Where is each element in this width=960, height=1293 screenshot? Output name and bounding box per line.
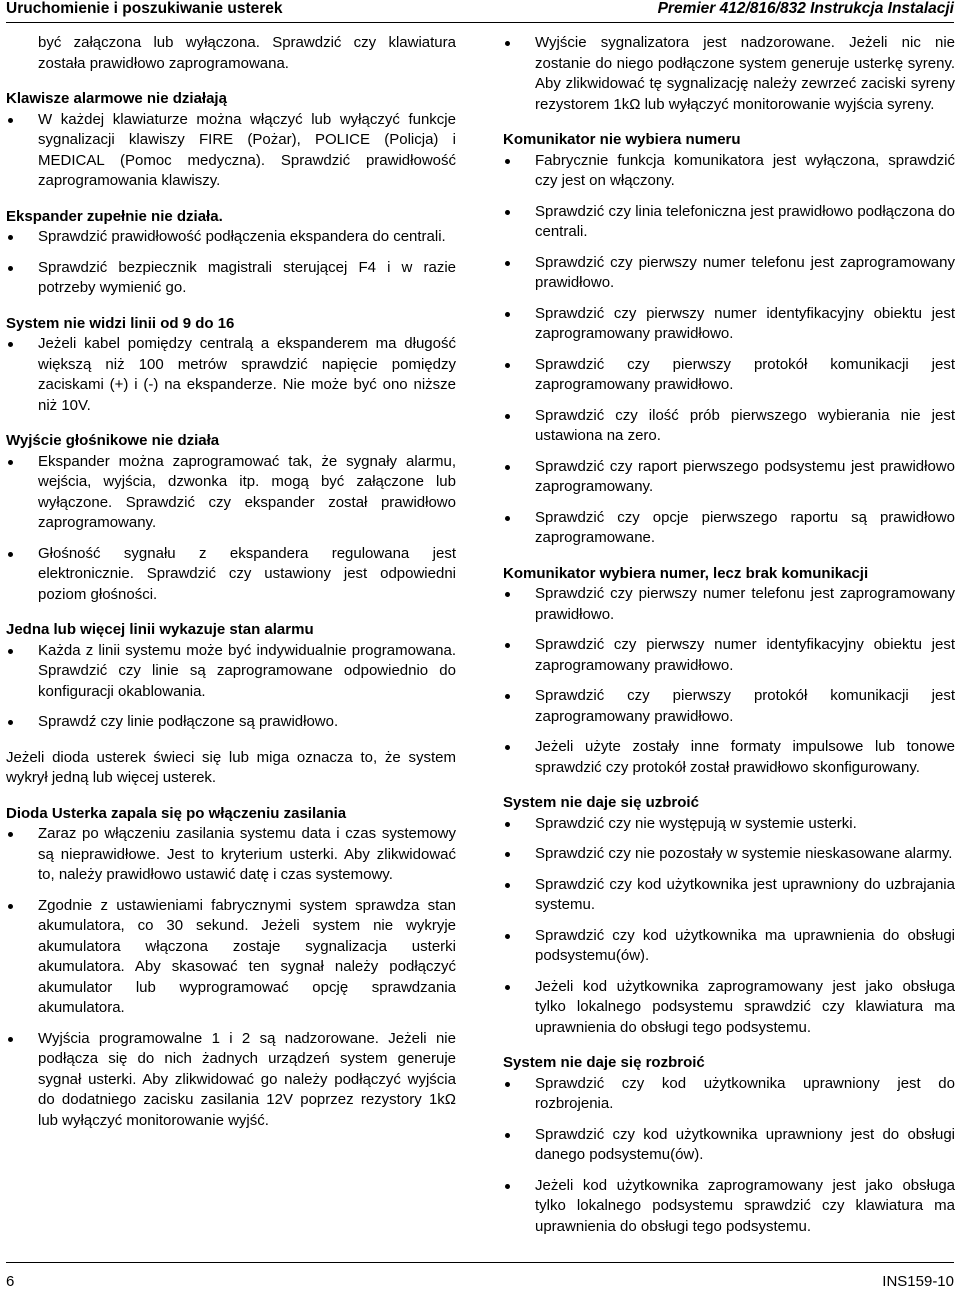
section-block (6, 620, 456, 733)
bullet-item: Sprawdzić bezpiecznik magistrali sterującej F4 i w razie potrzeby wymienić go. (6, 258, 456, 299)
bullet-item: Sprawdzić czy linia telefoniczna jest prawidłowo podłączona do centrali. (503, 202, 955, 243)
bullet-item: Każda z linii systemu może być indywidualnie programowana. Sprawdzić czy linie są zaprogramowane odpowiednio do konfiguracji okablowania. (6, 641, 456, 703)
right-column (503, 33, 955, 1252)
left-column (6, 33, 456, 1146)
bullet-item: Sprawdź czy linie podłączone są prawidłowo. (6, 712, 456, 733)
bullet-item: Fabrycznie funkcja komunikatora jest wyłączona, sprawdzić czy jest on włączony. (503, 151, 955, 192)
bullet-list (6, 824, 456, 1131)
section-heading: Klawisze alarmowe nie działają (6, 90, 227, 107)
bullet-item: Sprawdzić czy pierwszy protokół komunikacji jest zaprogramowany prawidłowo. (503, 355, 955, 396)
bullet-item: Zgodnie z ustawieniami fabrycznymi system sprawdza stan akumulatora, co 30 sekund. Jeżeli system nie wykryje akumulatora włączona zostaje sygnalizacja usterki akumulatora. Aby skasować ten sygnał należy podłączyć akumulator lub wyprogramować opcję sprawdzania akumulatora. (6, 896, 456, 1019)
page-number: 6 (6, 1273, 15, 1290)
bullet-item: Jeżeli kod użytkownika zaprogramowany jest jako obsługa tylko lokalnego podsystemu sprawdzić czy klawiatura ma uprawnienia do obsługi tego podsystemu. (503, 977, 955, 1039)
bullet-list (6, 227, 456, 299)
section-block (6, 207, 456, 299)
section-block (503, 130, 955, 549)
bullet-item: Sprawdzić czy opcje pierwszego raportu są prawidłowo zaprogramowane. (503, 508, 955, 549)
section-block (503, 564, 955, 779)
paragraph: Jeżeli dioda usterek świeci się lub miga oznacza to, że system wykrył jedną lub więcej usterek. (6, 748, 456, 786)
section-heading: Ekspander zupełnie nie działa. (6, 207, 223, 225)
page-footer (6, 1262, 954, 1289)
section-heading: Jedna lub więcej linii wykazuje stan alarmu (6, 621, 314, 638)
bullet-item: Sprawdzić czy kod użytkownika ma uprawnienia do obsługi podsystemu(ów). (503, 926, 955, 967)
bullet-item: Sprawdzić czy kod użytkownika uprawniony jest do rozbrojenia. (503, 1074, 955, 1115)
bullet-item: W każdej klawiaturze można włączyć lub wyłączyć funkcje sygnalizacji klawiszy FIRE (Pożar), POLICE (Policja) i MEDICAL (Pomoc medyczna). Sprawdzić prawidłowość zaprogramowania klawiszy. (6, 110, 456, 192)
section-heading: System nie widzi linii od 9 do 16 (6, 314, 235, 332)
continuation-text: być załączona lub wyłączona. Sprawdzić czy klawiatura została prawidłowo zaprogramowana. (38, 34, 456, 72)
document-id: INS159-10 (882, 1273, 954, 1290)
section-block (503, 1053, 955, 1237)
bullet-item: Wyjścia programowalne 1 i 2 są nadzorowane. Jeżeli nie podłącza się do nich żadnych urządzeń system generuje sygnał usterki. Aby zlikwidować go należy podłączyć wyjścia do dodatniego zacisku zasilania 12V poprzez rezystory 1kΩ lub wyłączyć monitorowanie wyjść. (6, 1029, 456, 1132)
section-block (6, 89, 456, 192)
section-block (6, 314, 456, 417)
bullet-item: Jeżeli użyte zostały inne formaty impulsowe lub tonowe sprawdzić czy protokół został prawidłowo skonfigurowany. (503, 737, 955, 778)
bullet-item: Sprawdzić czy pierwszy protokół komunikacji jest zaprogramowany prawidłowo. (503, 686, 955, 727)
bullet-item: Jeżeli kabel pomiędzy centralą a ekspanderem ma długość większą niż 100 metrów sprawdzić napięcie pomiędzy zaciskami (+) i (-) na ekspanderze. Nie może być ono niższe niż 10V. (6, 334, 456, 416)
section-heading: System nie daje się uzbroić (503, 794, 699, 811)
bullet-item: Sprawdzić czy ilość prób pierwszego wybierania nie jest ustawiona na zero. (503, 406, 955, 447)
section-heading: Komunikator nie wybiera numeru (503, 131, 741, 148)
bullet-item: Sprawdzić czy pierwszy numer identyfikacyjny obiektu jest zaprogramowany prawidłowo. (503, 304, 955, 345)
bullet-list (6, 641, 456, 733)
bullet-item: Zaraz po włączeniu zasilania systemu data i czas systemowy są nieprawidłowe. Jest to kryterium usterki. Aby zlikwidować to, należy prawidłowo ustawić datę i czas systemowy. (6, 824, 456, 886)
header-section-title: Uruchomienie i poszukiwanie usterek (6, 0, 283, 17)
bullet-item: Sprawdzić czy pierwszy numer identyfikacyjny obiektu jest zaprogramowany prawidłowo. (503, 635, 955, 676)
bullet-item: Sprawdzić czy kod użytkownika jest uprawniony do uzbrajania systemu. (503, 875, 955, 916)
bullet-list (6, 110, 456, 192)
header-manual-title: Premier 412/816/832 Instrukcja Instalacji (657, 0, 954, 17)
section-heading: Komunikator wybiera numer, lecz brak komunikacji (503, 564, 869, 582)
bullet-item: Sprawdzić czy nie pozostały w systemie nieskasowane alarmy. (503, 844, 955, 865)
bullet-list (503, 1074, 955, 1238)
bullet-list (6, 334, 456, 416)
section-block (6, 804, 456, 1132)
bullet-item: Sprawdzić czy pierwszy numer telefonu jest zaprogramowany prawidłowo. (503, 253, 955, 294)
bullet-list (503, 814, 955, 1039)
section-heading: System nie daje się rozbroić (503, 1054, 705, 1071)
section-block (6, 431, 456, 605)
section-heading: Dioda Usterka zapala się po włączeniu zasilania (6, 804, 347, 822)
section-block (6, 748, 456, 789)
bullet-item: Sprawdzić czy nie występują w systemie usterki. (503, 814, 955, 835)
bullet-item: Ekspander można zaprogramować tak, że sygnały alarmu, wejścia, wyjścia, dzwonka itp. mogą być załączone lub wyłączone. Sprawdzić czy ekspander został prawidłowo zaprogramowany. (6, 452, 456, 534)
bullet-list (503, 151, 955, 549)
bullet-item: Sprawdzić czy raport pierwszego podsystemu jest prawidłowo zaprogramowany. (503, 457, 955, 498)
bullet-list (503, 33, 955, 115)
bullet-item: Wyjście sygnalizatora jest nadzorowane. Jeżeli nic nie zostanie do niego podłączone system generuje usterkę syreny. Aby zlikwidować tę sygnalizację należy zewrzeć zaciski syreny rezystorem 1kΩ lub wyłączyć monitorowanie wyjścia syreny. (503, 33, 955, 115)
bullet-item: Jeżeli kod użytkownika zaprogramowany jest jako obsługa tylko lokalnego podsystemu sprawdzić czy klawiatura ma uprawnienia do obsługi tego podsystemu. (503, 1176, 955, 1238)
bullet-item: Sprawdzić czy kod użytkownika uprawniony jest do obsługi danego podsystemu(ów). (503, 1125, 955, 1166)
bullet-item: Sprawdzić czy pierwszy numer telefonu jest zaprogramowany prawidłowo. (503, 584, 955, 625)
section-block (503, 33, 955, 115)
bullet-item: Głośność sygnału z ekspandera regulowana jest elektronicznie. Sprawdzić czy ustawiony jest odpowiedni poziom głośności. (6, 544, 456, 606)
section-heading: Wyjście głośnikowe nie działa (6, 432, 220, 449)
section-block (503, 793, 955, 1038)
bullet-list (503, 584, 955, 778)
bullet-item: Sprawdzić prawidłowość podłączenia ekspandera do centrali. (6, 227, 456, 248)
page-header (6, 0, 954, 23)
bullet-list (6, 452, 456, 606)
